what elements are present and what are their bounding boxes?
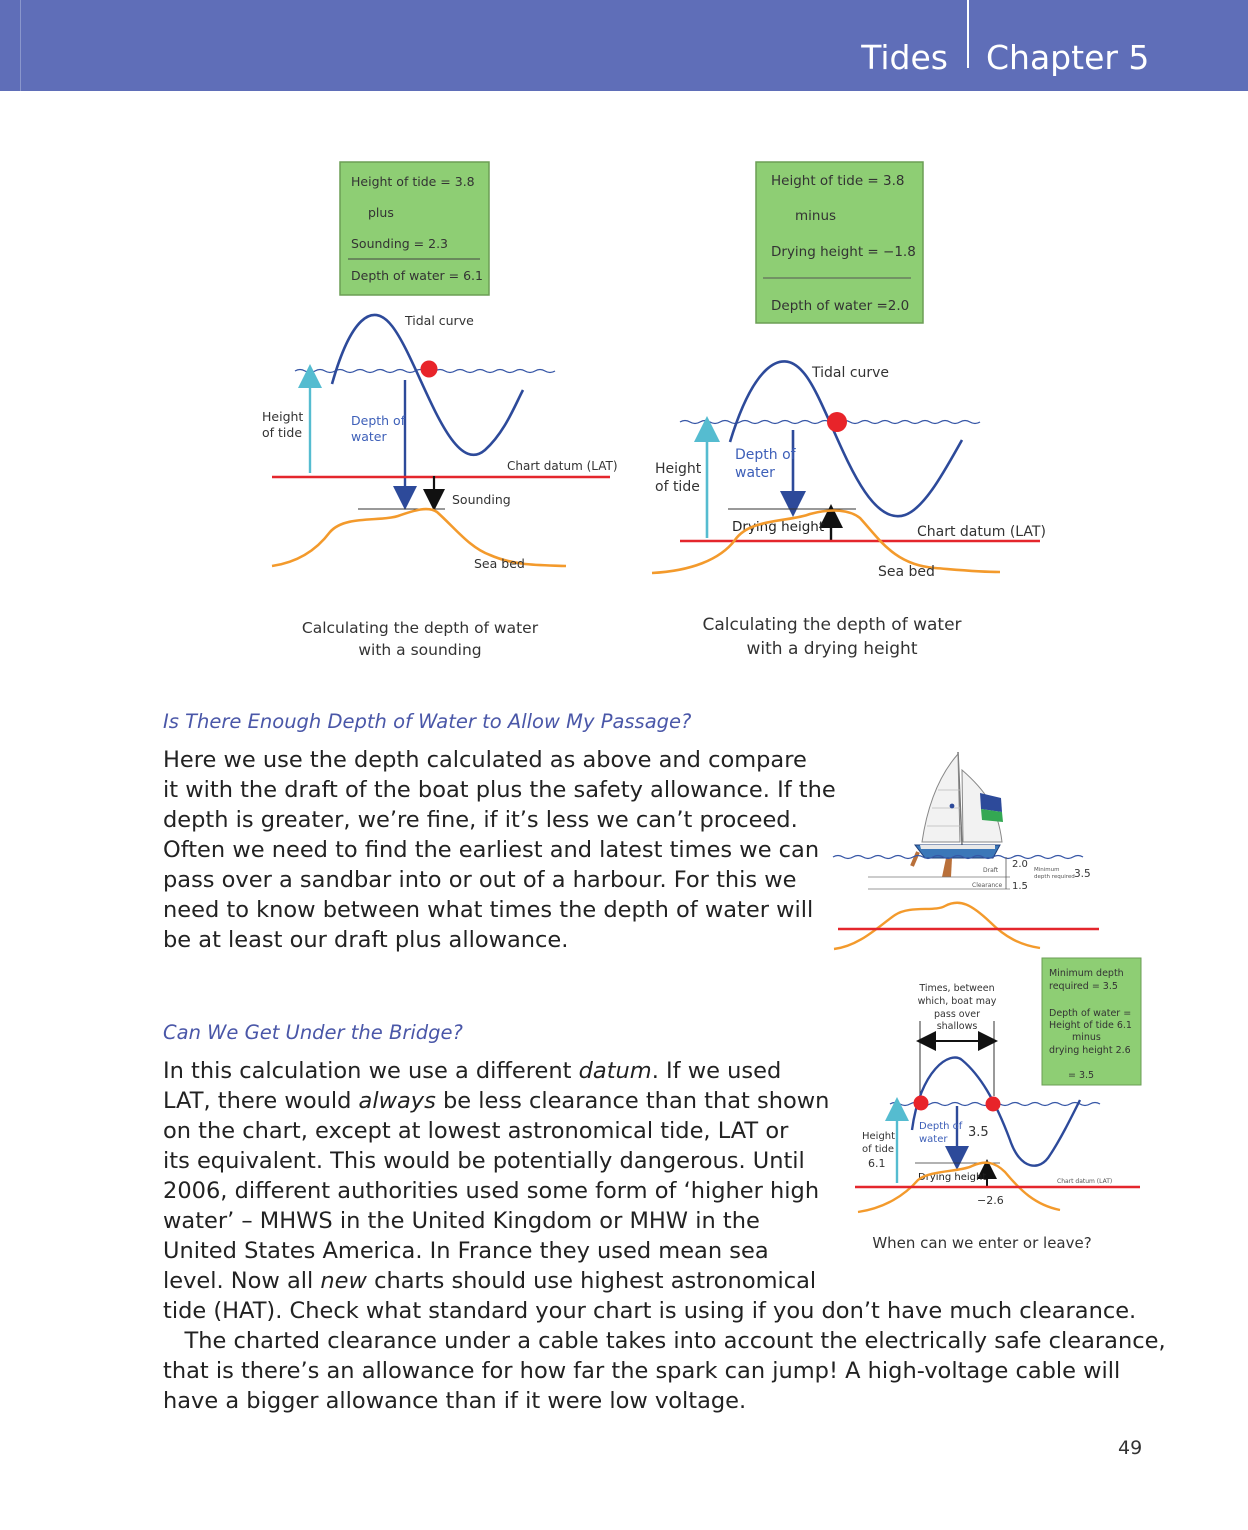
- section1-line: need to know between what times the depth of water will: [163, 897, 814, 923]
- section2-line: on the chart, except at lowest astronomical tide, LAT or: [163, 1118, 789, 1144]
- section1-line: Here we use the depth calculated as above and compare: [163, 747, 807, 773]
- fig3-depth-label-1: Depth of: [919, 1121, 963, 1132]
- section2-line: LAT, there would always be less clearance than that shown: [163, 1088, 830, 1114]
- fig3-min-depth-label-2: depth required: [1034, 874, 1075, 880]
- fig1-caption-2: with a sounding: [358, 641, 482, 659]
- fig1-box-line2: plus: [368, 205, 394, 220]
- fig3-box-line7: = 3.5: [1068, 1070, 1095, 1081]
- fig2-depth-label-2: water: [735, 465, 775, 481]
- section1-line: depth is greater, we’re fine, if it’s less we can’t proceed.: [163, 807, 798, 833]
- emphasis-new: new: [320, 1268, 367, 1294]
- fig3-height-label-2: of tide: [862, 1144, 895, 1155]
- fig3-times-3: pass over: [934, 1009, 980, 1020]
- fig3-box-line5: minus: [1072, 1032, 1101, 1043]
- fig3-box-line3: Depth of water =: [1049, 1008, 1132, 1019]
- fig3-min-depth-label-1: Minimum: [1034, 867, 1060, 873]
- figure-sounding: [262, 162, 618, 659]
- section1-heading: Is There Enough Depth of Water to Allow My Passage?: [163, 710, 692, 733]
- section1-line: be at least our draft plus allowance.: [163, 927, 569, 953]
- fig3-draft-value: 2.0: [1012, 859, 1028, 870]
- fig1-caption-1: Calculating the depth of water: [301, 619, 539, 637]
- fig2-tidal-curve: [730, 361, 962, 516]
- fig1-depth-label-1: Depth of: [351, 413, 406, 428]
- section2-line: that is there’s an allowance for how far the spark can jump! A high-voltage cable will: [163, 1358, 1121, 1384]
- fig2-chart-datum-label: Chart datum (LAT): [917, 524, 1046, 540]
- fig2-tide-point: [827, 412, 847, 432]
- page-number: 49: [1118, 1437, 1143, 1459]
- fig2-box-line3: Drying height = −1.8: [771, 244, 916, 260]
- emphasis-datum: datum: [578, 1058, 652, 1084]
- fig1-box-line1: Height of tide = 3.8: [351, 174, 475, 189]
- fig3-minus-value: −2.6: [977, 1194, 1004, 1207]
- fig3-box-line4: Height of tide 6.1: [1049, 1020, 1132, 1031]
- section2-line: level. Now all new charts should use highest astronomical: [163, 1268, 817, 1294]
- section2-line: The charted clearance under a cable takes into account the electrically safe clearance,: [163, 1328, 1166, 1354]
- fig1-sea-bed-label: Sea bed: [474, 556, 525, 571]
- fig2-tidal-curve-label: Tidal curve: [812, 365, 890, 381]
- fig2-caption-1: Calculating the depth of water: [702, 615, 962, 635]
- fig1-chart-datum-label: Chart datum (LAT): [507, 459, 618, 473]
- fig2-caption-2: with a drying height: [746, 639, 918, 659]
- fig3-top-sea-bed: [834, 903, 1040, 949]
- fig2-box-line1: Height of tide = 3.8: [771, 173, 905, 189]
- fig2-height-label-2: of tide: [655, 479, 700, 495]
- fig3-drying-label: Drying height: [918, 1172, 987, 1183]
- section2-line: have a bigger allowance than if it were low voltage.: [163, 1388, 747, 1414]
- section2-heading: Can We Get Under the Bridge?: [163, 1021, 463, 1044]
- fig3-clearance-value: 1.5: [1012, 881, 1028, 892]
- section2-line: tide (HAT). Check what standard your chart is using if you don’t have much clearance.: [163, 1298, 1137, 1324]
- section1-body: [163, 745, 836, 955]
- fig1-box-line3: Sounding = 2.3: [351, 236, 448, 251]
- header-chapter-title: Chapter 5: [986, 38, 1150, 77]
- fig2-drying-label: Drying height: [732, 519, 825, 535]
- fig3-min-depth-value: 3.5: [1074, 868, 1091, 880]
- emphasis-always: always: [358, 1088, 436, 1114]
- section2-line: In this calculation we use a different datum. If we used: [163, 1058, 782, 1084]
- fig3-times-1: Times, between: [919, 983, 995, 994]
- section1-line: it with the draft of the boat plus the safety allowance. If the: [163, 777, 836, 803]
- fig3-height-value: 6.1: [868, 1157, 886, 1170]
- fig3-height-label-1: Height: [862, 1131, 896, 1142]
- fig3-draft-label: Draft: [983, 867, 999, 874]
- fig1-tide-point: [421, 361, 438, 378]
- fig1-height-label-1: Height: [262, 409, 304, 424]
- fig2-height-label-1: Height: [655, 461, 702, 477]
- section1-line: pass over a sandbar into or out of a harbour. For this we: [163, 867, 797, 893]
- fig1-sounding-label: Sounding: [452, 492, 511, 507]
- fig1-tidal-curve-label: Tidal curve: [405, 313, 474, 328]
- fig1-depth-label-2: water: [351, 429, 387, 444]
- section2-line: 2006, different authorities used some form of ‘higher high: [163, 1178, 820, 1204]
- section2-line: its equivalent. This would be potentially dangerous. Until: [163, 1148, 805, 1174]
- header-section-title: Tides: [861, 38, 948, 77]
- fig3-depth-label-2: water: [919, 1134, 948, 1145]
- figure-drying-height: [652, 162, 1046, 659]
- section1-line: Often we need to find the earliest and latest times we can: [163, 837, 820, 863]
- fig3-clearance-label: Clearance: [972, 882, 1003, 889]
- fig1-height-label-2: of tide: [262, 425, 303, 440]
- fig3-chart-datum-label: Chart datum (LAT): [1057, 1178, 1113, 1185]
- fig2-sea-bed-label: Sea bed: [878, 564, 935, 580]
- section2-body: [163, 1056, 1166, 1416]
- fig1-box-line4: Depth of water = 6.1: [351, 268, 483, 283]
- fig3-caption: When can we enter or leave?: [872, 1234, 1092, 1252]
- fig2-box-line4: Depth of water =2.0: [771, 298, 910, 314]
- fig3-times-4: shallows: [936, 1021, 978, 1032]
- fig3-times-2: which, boat may: [917, 996, 997, 1007]
- fig2-box-line2: minus: [795, 208, 837, 224]
- fig3-box-line2: required = 3.5: [1049, 981, 1118, 992]
- fig3-depth-value: 3.5: [968, 1125, 989, 1140]
- section2-line: water’ – MHWS in the United Kingdom or MHW in the: [163, 1208, 760, 1234]
- fig2-depth-label-1: Depth of: [735, 447, 796, 463]
- section2-line: United States America. In France they used mean sea: [163, 1238, 769, 1264]
- fig3-box-line6: drying height 2.6: [1049, 1045, 1131, 1056]
- fig3-box-line1: Minimum depth: [1049, 968, 1124, 979]
